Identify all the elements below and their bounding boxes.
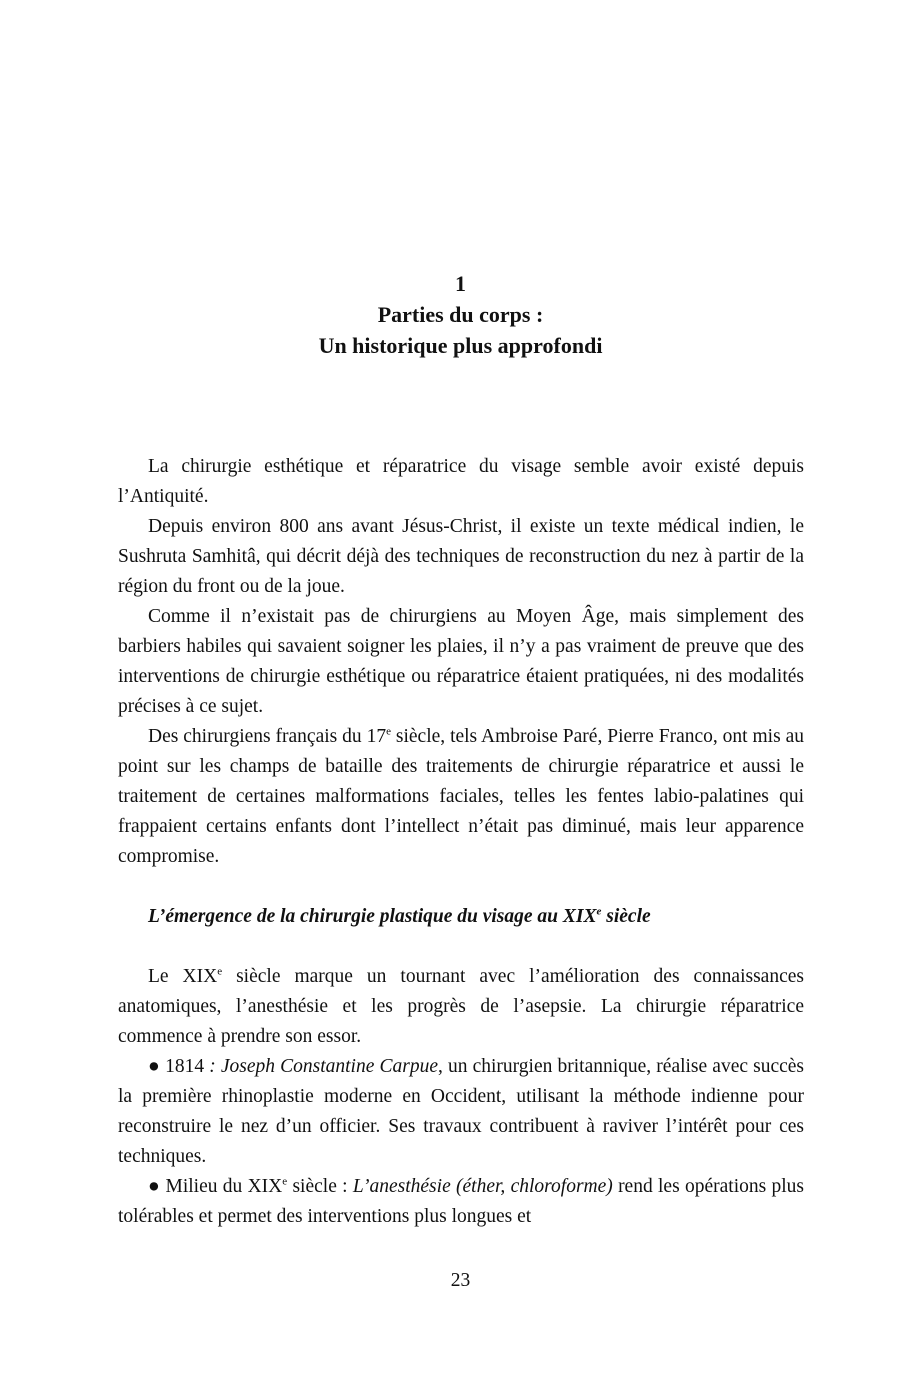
bullet-1814-text: , un chirurgien britannique, réalise avec succès la première rhinoplastie moderne en Occident, utilisant la méthode indienne pour reconstruire le nez d’un officier. Ses travaux contribuent à raviver l’intérêt pour ces techniques. (118, 1056, 805, 1167)
superscript-e: e (282, 1175, 288, 1188)
paragraph-19th-century (118, 962, 804, 1052)
superscript-e: e (386, 725, 391, 738)
paragraph-17th-century-rest: siècle, tels Ambroise Paré, Pierre Franco, ont mis au point sur les champs de bataille des traitements de chirurgie réparatrice et aussi le traitement de certaines malformations faciales, telles les fentes labio-palatines qui frappaient certains enfants dont l’intellect n’était pas diminué, mais leur apparence compromise. (118, 726, 804, 867)
paragraph-middle-ages: Comme il n’existait pas de chirurgiens au Moyen Âge, mais simplement des barbiers habiles qui savaient soigner les plaies, il n’y a pas vraiment de preuve que des interventions de chirurgie esthétique ou réparatrice étaient pratiquées, ni des modalités précises à ce sujet. (118, 606, 804, 717)
paragraph-17th-century-start: Des chirurgiens français du 17 (148, 726, 387, 747)
chapter-title-line-2: Un historique plus approfondi (318, 333, 603, 358)
spacer (118, 932, 804, 962)
paragraph-19th-century-rest: siècle marque un tournant avec l’amélioration des connaissances anatomiques, l’anesthésie et les progrès de l’asepsie. La chirurgie réparatrice commence à prendre son essor. (118, 966, 804, 1047)
bullet-1814 (118, 1052, 804, 1172)
paragraph-17th-century (118, 722, 804, 872)
section-title (118, 902, 804, 932)
bullet-1814-marker: ● 1814 (148, 1056, 205, 1077)
bullet-1814-name: : Joseph Constantine Carpue (204, 1056, 438, 1077)
bullet-mid-19th (118, 1172, 804, 1232)
superscript-e: e (217, 965, 223, 978)
section-title-start: L’émergence de la chirurgie plastique du visage au XIX (148, 906, 597, 927)
paragraph-sushruta: Depuis environ 800 ans avant Jésus-Christ, il existe un texte médical indien, le Sushruta Samhitâ, qui décrit déjà des techniques de reconstruction du nez à partir de la région du front ou de la joue. (118, 516, 804, 597)
paragraph-antiquity: La chirurgie esthétique et réparatrice du visage semble avoir existé depuis l’Antiquité. (118, 456, 804, 507)
bullet-mid-19th-text: rend les opérations plus tolérables et permet des interventions plus longues et (118, 1176, 805, 1227)
body-text (118, 452, 804, 1232)
page-number: 23 (450, 1270, 471, 1291)
section-title-end: siècle (601, 906, 651, 927)
chapter-title-line-1: Parties du corps : (377, 302, 544, 327)
bullet-mid-19th-anesthesia: L’anesthésie (éther, chloroforme) (352, 1176, 613, 1197)
chapter-heading (0, 268, 921, 361)
bullet-mid-19th-marker: ● Milieu du XIX (148, 1176, 283, 1197)
paragraph-19th-century-start: Le XIX (148, 966, 218, 987)
spacer (118, 872, 804, 902)
bullet-mid-19th-mid: siècle : (287, 1176, 353, 1197)
superscript-e: e (596, 905, 602, 918)
chapter-number: 1 (455, 271, 466, 296)
